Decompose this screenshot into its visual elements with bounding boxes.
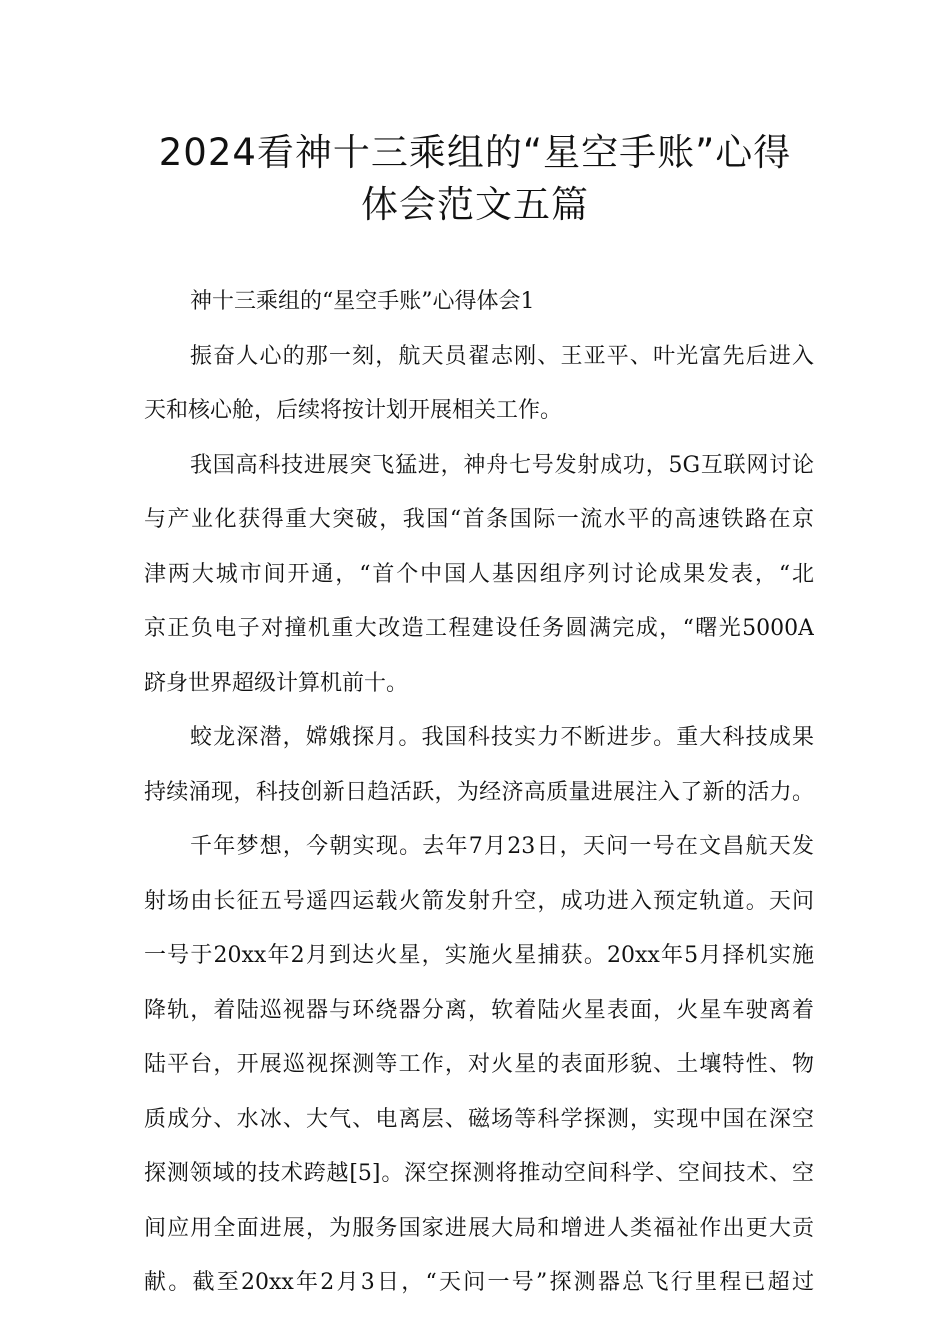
body-text-line: 蛟龙深潜，嫦娥探月。我国科技实力不断进步。重大科技成果 [190,725,814,750]
body-text-line: 振奋人心的那一刻，航天员翟志刚、王亚平、叶光富先后进入 [190,343,814,369]
document-title-line-1: 2024看神十三乘组的“星空手账”心得 [158,131,792,174]
body-text-line: 间应用全面进展，为服务国家进展大局和增进人类福祉作出更大贡 [144,1215,814,1241]
body-text-line: 津两大城市间开通，“首个中国人基因组序列讨论成果发表，“北 [144,561,814,587]
body-text-line: 与产业化获得重大突破，我国“首条国际一流水平的高速铁路在京 [144,507,814,532]
body-text-line: 跻身世界超级计算机前十。 [144,670,409,696]
body-text-line: 千年梦想，今朝实现。去年7月23日，天问一号在文昌航天发 [190,834,814,859]
body-text-line: 一号于20xx年2月到达火星，实施火星捕获。20xx年5月择机实施 [144,943,814,968]
body-text-line: 质成分、水冰、大气、电离层、磁场等科学探测，实现中国在深空 [144,1106,814,1132]
body-text-line: 持续涌现，科技创新日趋活跃，为经济高质量进展注入了新的活力。 [144,779,814,805]
document-body [144,275,814,1311]
body-text-line: 降轨，着陆巡视器与环绕器分离，软着陆火星表面，火星车驶离着 [144,997,814,1023]
body-text-line: 我国高科技进展突飞猛进，神舟七号发射成功，5G互联网讨论 [190,452,814,478]
document-title-line-2: 体会范文五篇 [361,183,589,226]
body-text-line: 探测领域的技术跨越[5]。深空探测将推动空间科学、空间技术、空 [144,1161,814,1186]
body-text-line: 献。截至20xx年2月3日，“天问一号”探测器总飞行里程已超过 [144,1270,814,1295]
body-text-line: 陆平台，开展巡视探测等工作，对火星的表面形貌、土壤特性、物 [144,1052,814,1077]
body-text-line: 天和核心舱，后续将按计划开展相关工作。 [144,398,563,423]
body-text-line: 神十三乘组的“星空手账”心得体会1 [190,289,535,314]
body-text-line: 京正负电子对撞机重大改造工程建设任务圆满完成，“曙光5000A [144,616,814,641]
body-text-line: 射场由长征五号遥四运载火箭发射升空，成功进入预定轨道。天问 [144,888,814,914]
